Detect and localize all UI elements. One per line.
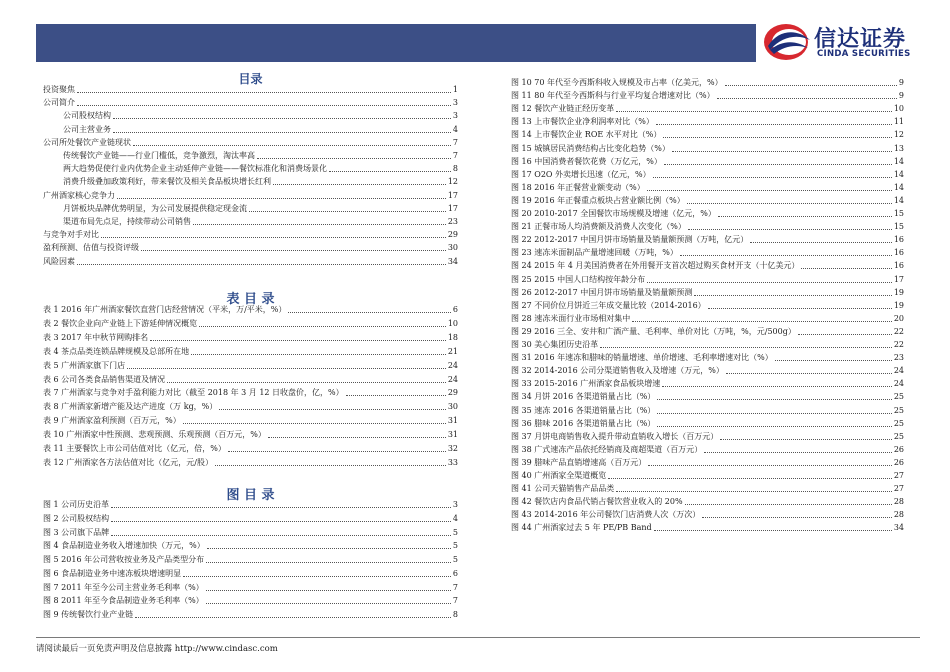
toc-entry-text: 消费升级叠加政策利好，带来餐饮及相关食品板块增长红利 — [63, 177, 271, 187]
toc-leader-dots — [183, 423, 446, 424]
toc-entry-text: 图 29 2016 三全、安井和广酒产量、毛利率、单价对比（万吨，%，元/500g） — [511, 326, 796, 336]
toc-page-number: 8 — [452, 610, 458, 619]
toc-entry[interactable] — [43, 191, 458, 201]
toc-entry-text: 图 42 餐饮店内食品代销占餐饮营业收入的 20% — [511, 497, 683, 507]
toc-leader-dots — [77, 105, 451, 106]
toc-leader-dots — [657, 426, 892, 427]
toc-entry[interactable] — [43, 98, 458, 108]
toc-entry[interactable] — [511, 261, 904, 271]
toc-entry-text: 图 19 2016 年正餐重点板块占营业额比例（%） — [511, 195, 685, 205]
toc-leader-dots — [680, 255, 892, 256]
toc-page-number: 10 — [893, 104, 904, 114]
toc-page-number: 10 — [447, 318, 458, 328]
toc-leader-dots — [656, 124, 892, 125]
toc-leader-dots — [647, 282, 892, 283]
toc-leader-dots — [117, 198, 446, 199]
toc-page-number: 34 — [447, 256, 458, 266]
toc-leader-dots — [206, 562, 451, 563]
toc-leader-dots — [113, 132, 451, 133]
toc-leader-dots — [600, 347, 892, 348]
toc-entry-text: 公司所处餐饮产业链现状 — [43, 137, 131, 147]
toc-leader-dots — [708, 308, 892, 309]
toc-leader-dots — [688, 229, 892, 230]
toc-page-number: 16 — [893, 248, 904, 258]
toc-entry-text: 图 1 公司历史沿革 — [43, 500, 110, 509]
toc-leader-dots — [657, 413, 892, 414]
toc-entry[interactable] — [511, 497, 904, 507]
brand-name-cn: 信达证券 — [814, 27, 907, 52]
toc-page-number: 21 — [447, 346, 458, 356]
toc-entry-text: 投资聚焦 — [43, 85, 75, 94]
toc-entry[interactable] — [43, 85, 458, 95]
toc-page-number: 25 — [893, 405, 904, 415]
toc-entry-text: 图 5 2016 年公司营收按业务及产品类型分布 — [43, 555, 205, 564]
toc-page-number: 5 — [452, 555, 458, 564]
toc-page-number: 9 — [898, 91, 904, 101]
toc-leader-dots — [183, 576, 451, 577]
toc-leader-dots — [798, 334, 892, 335]
toc-entry[interactable] — [511, 157, 904, 167]
toc-entry-text: 图 33 2015-2016 广州酒家食品板块增速 — [511, 379, 661, 389]
toc-entry[interactable] — [43, 583, 458, 593]
toc-entry-text: 表 4 茶点品类连锁品牌规模及总部所在地 — [43, 346, 190, 356]
toc-entry[interactable] — [511, 419, 904, 429]
toc-page-number: 25 — [893, 418, 904, 428]
toc-entry-text: 图 24 2015 年 4 月美国消费者在外用餐开支首次超过购买食材开支（十亿美元） — [511, 261, 800, 271]
toc-entry-text: 公司主营业务 — [63, 124, 111, 134]
toc-page-number: 23 — [893, 353, 904, 363]
toc-page-number: 11 — [893, 117, 904, 127]
toc-page-number: 30 — [447, 402, 458, 412]
toc-entry[interactable] — [43, 555, 458, 565]
toc-entry[interactable] — [511, 379, 904, 389]
toc-entry[interactable] — [63, 217, 458, 227]
toc-leader-dots — [113, 118, 451, 119]
toc-page-number: 22 — [893, 326, 904, 336]
toc-entry-text: 图 9 传统餐饮行业产业链 — [43, 610, 134, 619]
toc-leader-dots — [133, 145, 451, 146]
toc-entry[interactable] — [511, 301, 904, 311]
toc-leader-dots — [329, 171, 451, 172]
toc-page-number: 24 — [447, 360, 458, 370]
toc-entry-text: 图 43 2014-2016 年公司餐饮门店消费人次（万次） — [511, 510, 701, 520]
toc-entry[interactable] — [43, 500, 458, 510]
toc-page-number: 18 — [447, 332, 458, 342]
toc-entry[interactable] — [511, 91, 904, 101]
toc-leader-dots — [726, 373, 892, 374]
toc-entry-text: 图 3 公司旗下品牌 — [43, 527, 110, 537]
toc-entry-text: 图 16 中国消费者餐饮花费（万亿元，%） — [511, 156, 662, 166]
toc-entry[interactable] — [511, 275, 904, 285]
toc-leader-dots — [663, 137, 891, 138]
toc-entry-text: 图 21 正餐市场人均消费额及消费人次变化（%） — [511, 222, 686, 232]
toc-leader-dots — [199, 326, 446, 327]
toc-page-number: 29 — [447, 388, 458, 398]
toc-entry[interactable] — [511, 392, 904, 402]
toc-page-number: 15 — [893, 222, 904, 232]
toc-leader-dots — [694, 295, 892, 296]
toc-entry[interactable] — [63, 164, 458, 174]
toc-entry[interactable] — [511, 248, 904, 258]
toc-entry-text: 图 4 食品制造业务收入增速加快（万元，%） — [43, 541, 205, 551]
toc-leader-dots — [207, 548, 451, 549]
toc-page-number: 24 — [893, 366, 904, 376]
toc-page-number: 19 — [893, 287, 904, 297]
toc-page-number: 30 — [447, 243, 458, 253]
toc-entry-text: 表 1 2016 年广州酒家餐饮直营门店经营情况（平米，万/平米，%） — [43, 305, 287, 314]
toc-leader-dots — [653, 177, 892, 178]
toc-entry-text: 图 7 2011 年至今公司主营业务毛利率（%） — [43, 582, 204, 592]
toc-page-number: 20 — [893, 313, 904, 323]
toc-leader-dots — [346, 395, 446, 396]
toc-entry-text: 表 9 广州酒家盈利预测（百万元，%） — [43, 416, 181, 426]
toc-entry-text: 图 40 广州酒家全渠道概览 — [511, 471, 607, 480]
toc-page-number: 24 — [447, 374, 458, 384]
toc-entry[interactable] — [43, 230, 458, 240]
toc-leader-dots — [717, 98, 897, 99]
toc-entry-text: 表 7 广州酒家与竞争对手盈利能力对比（截至 2018 年 3 月 12 日收盘价，亿，%） — [43, 388, 344, 398]
toc-page-number: 31 — [447, 430, 458, 440]
toc-page-number: 3 — [452, 111, 458, 121]
toc-entry[interactable] — [511, 170, 904, 180]
toc-entry[interactable] — [43, 596, 458, 606]
toc-entry[interactable] — [511, 183, 904, 193]
toc-leader-dots — [215, 465, 446, 466]
toc-page-number: 13 — [893, 143, 904, 153]
toc-entry[interactable] — [511, 78, 904, 88]
toc-page-number: 7 — [452, 137, 458, 147]
toc-entry[interactable] — [43, 402, 458, 412]
toc-entry[interactable] — [511, 406, 904, 416]
toc-page-number: 4 — [452, 513, 458, 523]
toc-entry-text: 月饼板块品牌优势明显，为公司发展提供稳定现金流 — [63, 203, 247, 213]
toc-entry[interactable] — [43, 333, 458, 343]
toc-page-number: 14 — [893, 156, 904, 166]
toc-leader-dots — [801, 268, 891, 269]
toc-entry[interactable] — [43, 257, 458, 267]
toc-leader-dots — [206, 603, 451, 604]
toc-leader-dots — [111, 535, 451, 536]
toc-leader-dots — [167, 382, 446, 383]
toc-entry-text: 图 39 腊味产品直销增速高（百万元） — [511, 457, 647, 467]
toc-page-number: 7 — [452, 596, 458, 606]
toc-page-number: 17 — [447, 190, 458, 200]
toc-entry-text: 图 44 广州酒家过去 5 年 PE/PB Band — [511, 523, 652, 533]
toc-entry[interactable] — [43, 416, 458, 426]
toc-leader-dots — [193, 224, 446, 225]
toc-leader-dots — [657, 399, 892, 400]
toc-entry[interactable] — [43, 375, 458, 385]
toc-entry-text: 图 6 食品制造业务中速冻板块增速明显 — [43, 568, 182, 578]
toc-leader-dots — [687, 203, 892, 204]
toc-entry[interactable] — [511, 327, 904, 337]
toc-entry-text: 表 8 广州酒家新增产能及达产进度（万 kg，%） — [43, 402, 218, 412]
toc-entry-text: 表 5 广州酒家旗下门店 — [43, 360, 126, 370]
toc-entry-text: 图 20 2010-2017 全国餐饮市场规模及增速（亿元，%） — [511, 209, 716, 218]
toc-leader-dots — [257, 158, 451, 159]
toc-entry[interactable] — [511, 366, 904, 376]
toc-page-number: 31 — [447, 416, 458, 426]
toc-leader-dots — [648, 465, 892, 466]
toc-entry-text: 图 10 70 年代至今西斯科收入规模及市占率（亿美元，%） — [511, 78, 723, 87]
toc-page-number: 24 — [893, 379, 904, 389]
toc-page-number: 17 — [447, 203, 458, 213]
toc-entry[interactable] — [63, 177, 458, 187]
toc-page-number: 14 — [893, 195, 904, 205]
toc-leader-dots — [750, 242, 892, 243]
toc-entry-text: 表 3 2017 年中秋节网购排名 — [43, 332, 149, 342]
toc-entry[interactable] — [43, 138, 458, 148]
toc-leader-dots — [662, 386, 892, 387]
toc-entry[interactable] — [43, 430, 458, 440]
toc-entry-text: 图 15 城镇居民消费结构占比变化趋势（%） — [511, 143, 670, 153]
toc-leader-dots — [273, 184, 446, 185]
toc-entry-text: 表 11 主要餐饮上市公司估值对比（亿元，倍，%） — [43, 444, 226, 453]
toc-page-number: 5 — [452, 541, 458, 551]
toc-page-number: 25 — [893, 431, 904, 441]
toc-page-number: 7 — [452, 582, 458, 592]
toc-entry[interactable] — [43, 347, 458, 357]
toc-leader-dots — [702, 517, 892, 518]
toc-leader-dots — [654, 530, 892, 531]
toc-entry[interactable] — [511, 144, 904, 154]
toc-entry-text: 表 6 公司各类食品销售渠道及情况 — [43, 374, 166, 384]
toc-entry[interactable] — [511, 196, 904, 206]
toc-entry-text: 渠道布局先点足，持续带动公司销售 — [63, 217, 191, 226]
toc-leader-dots — [191, 354, 446, 355]
toc-entry-text: 传统餐饮产业链——行业门槛低，竞争激烈，淘汰率高 — [63, 151, 255, 160]
toc-leader-dots — [725, 85, 897, 86]
toc-entry[interactable] — [511, 523, 904, 533]
toc-entry[interactable] — [511, 510, 904, 520]
toc-entry[interactable] — [43, 610, 458, 620]
toc-entry[interactable] — [511, 104, 904, 114]
toc-leader-dots — [685, 504, 892, 505]
toc-entry-text: 图 27 不同价位月饼近三年成交量比较（2014-2016） — [511, 300, 706, 310]
toc-entry[interactable] — [63, 125, 458, 135]
toc-leader-dots — [77, 264, 446, 265]
toc-page-number: 34 — [893, 523, 904, 533]
toc-entry-text: 表 10 广州酒家中性预测、悲观预测、乐观预测（百万元，%） — [43, 430, 266, 440]
toc-entry[interactable] — [511, 432, 904, 442]
toc-page-number: 3 — [452, 98, 458, 108]
toc-entry-text: 图 8 2011 年至今食品制造业务毛利率（%） — [43, 596, 204, 606]
toc-page-number: 19 — [893, 300, 904, 310]
toc-entry-text: 图 2 公司股权结构 — [43, 513, 110, 523]
toc-page-number: 33 — [447, 457, 458, 467]
toc-entry[interactable] — [511, 209, 904, 219]
toc-entry[interactable] — [63, 151, 458, 161]
toc-entry[interactable] — [43, 528, 458, 538]
toc-leader-dots — [77, 92, 451, 93]
brand-name-en: CINDA SECURITIES — [817, 49, 911, 59]
toc-entry-text: 图 32 2014-2016 公司分渠道销售收入及增速（万元，%） — [511, 366, 724, 376]
toc-entry-text: 图 18 2016 年正餐营业额变动（%） — [511, 182, 645, 192]
toc-entry-text: 表 12 广州酒家各方法估值对比（亿元，元/股） — [43, 457, 213, 467]
toc-entry-text: 图 31 2016 年速冻和腊味的销量增速、单价增速、毛利率增速对比（%） — [511, 353, 773, 363]
toc-entry-text: 图 17 O2O 外卖增长迅速（亿元，%） — [511, 169, 651, 179]
toc-leader-dots — [219, 409, 446, 410]
contents-title: 目录 — [238, 72, 263, 86]
toc-page-number: 17 — [893, 274, 904, 284]
toc-entry[interactable] — [63, 204, 458, 214]
toc-leader-dots — [249, 211, 446, 212]
toc-entry-text: 图 35 速冻 2016 各渠道销量占比（%） — [511, 405, 656, 415]
toc-entry-text: 广州酒家核心竞争力 — [43, 190, 115, 200]
toc-page-number: 12 — [447, 177, 458, 187]
toc-entry-text: 两大趋势促使行业内优势企业主动延伸产业链——餐饮标准化和消费场景化 — [63, 164, 327, 174]
toc-leader-dots — [672, 151, 892, 152]
toc-entry-text: 公司股权结构 — [63, 111, 111, 121]
toc-entry-text: 图 26 2012-2017 中国月饼市场销量及销量额预测 — [511, 287, 693, 297]
toc-page-number: 25 — [893, 392, 904, 402]
toc-page-number: 22 — [893, 340, 904, 349]
toc-leader-dots — [135, 617, 451, 618]
toc-page-number: 28 — [893, 510, 904, 520]
toc-entry[interactable] — [43, 243, 458, 253]
toc-entry[interactable] — [511, 130, 904, 140]
toc-entry[interactable] — [63, 111, 458, 121]
toc-page-number: 16 — [893, 261, 904, 271]
figures-title: 图 目 录 — [226, 488, 275, 503]
toc-entry-text: 图 37 月饼电商销售收入提升带动直销收入增长（百万元） — [511, 431, 719, 441]
toc-entry-text: 图 22 2012-2017 中国月饼市场销量及销量额预测（万吨，亿元） — [511, 235, 749, 245]
toc-entry-text: 图 36 腊味 2016 各渠道销量占比（%） — [511, 418, 656, 428]
toc-page-number: 29 — [447, 230, 458, 240]
toc-entry-text: 图 14 上市餐饮企业 ROE 水平对比（%） — [511, 130, 662, 140]
toc-entry[interactable] — [43, 458, 458, 468]
toc-entry[interactable] — [511, 235, 904, 245]
toc-entry-text: 图 23 速冻米面制品产量增速回暖（万吨，%） — [511, 248, 678, 258]
toc-page-number: 32 — [447, 444, 458, 453]
toc-entry-text: 图 30 美心集团历史沿革 — [511, 340, 599, 349]
toc-leader-dots — [720, 439, 892, 440]
toc-leader-dots — [647, 190, 892, 191]
toc-entry-text: 图 28 速冻米面行业市场相对集中 — [511, 313, 631, 323]
toc-leader-dots — [704, 452, 892, 453]
toc-entry[interactable] — [43, 319, 458, 329]
toc-page-number: 6 — [452, 305, 458, 314]
toc-leader-dots — [632, 321, 892, 322]
footer-disclaimer: 请阅读最后一页免责声明及信息披露 http://www.cindasc.com — [36, 644, 278, 654]
toc-entry-text: 与竞争对手对比 — [43, 230, 99, 240]
toc-page-number: 8 — [452, 164, 458, 174]
toc-page-number: 28 — [893, 497, 904, 507]
toc-page-number: 16 — [893, 235, 904, 245]
toc-entry[interactable] — [43, 541, 458, 551]
toc-entry[interactable] — [511, 117, 904, 127]
toc-entry[interactable] — [511, 445, 904, 455]
toc-page-number: 1 — [452, 85, 458, 94]
toc-leader-dots — [288, 312, 451, 313]
toc-page-number: 7 — [452, 151, 458, 160]
toc-page-number: 27 — [893, 484, 904, 494]
toc-page-number: 6 — [452, 568, 458, 578]
toc-entry[interactable] — [511, 471, 904, 481]
toc-page-number: 23 — [447, 217, 458, 226]
toc-entry[interactable] — [511, 484, 904, 494]
toc-leader-dots — [718, 216, 892, 217]
toc-entry-text: 公司简介 — [43, 98, 75, 108]
toc-entry[interactable] — [511, 314, 904, 324]
toc-entry[interactable] — [43, 388, 458, 398]
toc-page-number: 26 — [893, 457, 904, 467]
toc-leader-dots — [141, 250, 446, 251]
toc-page-number: 9 — [898, 78, 904, 87]
toc-leader-dots — [111, 521, 451, 522]
toc-leader-dots — [608, 478, 892, 479]
toc-entry-text: 图 13 上市餐饮企业净利润率对比（%） — [511, 117, 654, 127]
toc-entry[interactable] — [43, 361, 458, 371]
toc-entry-text: 图 38 广式速冻产品依托经销商及商超渠道（百万元） — [511, 444, 703, 454]
toc-leader-dots — [101, 237, 446, 238]
toc-page-number: 12 — [893, 130, 904, 140]
toc-entry[interactable] — [43, 514, 458, 524]
toc-leader-dots — [664, 164, 892, 165]
toc-page-number: 26 — [893, 444, 904, 454]
toc-page-number: 3 — [452, 500, 458, 509]
toc-leader-dots — [206, 590, 451, 591]
toc-page-number: 14 — [893, 182, 904, 192]
toc-entry[interactable] — [511, 458, 904, 468]
toc-page-number: 5 — [452, 527, 458, 537]
toc-leader-dots — [268, 437, 446, 438]
toc-leader-dots — [127, 368, 446, 369]
toc-entry[interactable] — [511, 353, 904, 363]
toc-page-number: 14 — [893, 169, 904, 179]
toc-entry-text: 盈利预测、估值与投资评级 — [43, 243, 139, 253]
toc-entry-text: 图 25 2015 中国人口结构按年龄分布 — [511, 274, 646, 284]
toc-entry[interactable] — [511, 288, 904, 298]
toc-leader-dots — [111, 507, 451, 508]
toc-entry-text: 风险因素 — [43, 256, 75, 266]
toc-entry[interactable] — [43, 569, 458, 579]
toc-entry-text: 图 11 80 年代至今西斯科与行业平均复合增速对比（%） — [511, 91, 715, 101]
toc-page-number: 15 — [893, 209, 904, 218]
toc-entry[interactable] — [43, 305, 458, 315]
toc-leader-dots — [775, 360, 892, 361]
toc-entry[interactable] — [511, 222, 904, 232]
toc-page-number: 27 — [893, 471, 904, 480]
toc-page-number: 4 — [452, 124, 458, 134]
toc-entry-text: 图 12 餐饮产业链正经历变革 — [511, 104, 615, 114]
tables-title: 表 目 录 — [226, 292, 275, 307]
toc-entry-text: 图 34 月饼 2016 各渠道销量占比（%） — [511, 392, 656, 402]
toc-entry[interactable] — [511, 340, 904, 350]
toc-leader-dots — [616, 111, 892, 112]
toc-entry-text: 图 41 公司天猫销售产品品类 — [511, 484, 615, 494]
header-bar — [36, 24, 756, 62]
toc-leader-dots — [150, 340, 446, 341]
footer-rule — [36, 637, 920, 638]
toc-entry[interactable] — [43, 444, 458, 454]
toc-entry-text: 表 2 餐饮企业向产业链上下游延伸情况概览 — [43, 318, 198, 328]
toc-leader-dots — [228, 451, 446, 452]
toc-leader-dots — [616, 491, 892, 492]
